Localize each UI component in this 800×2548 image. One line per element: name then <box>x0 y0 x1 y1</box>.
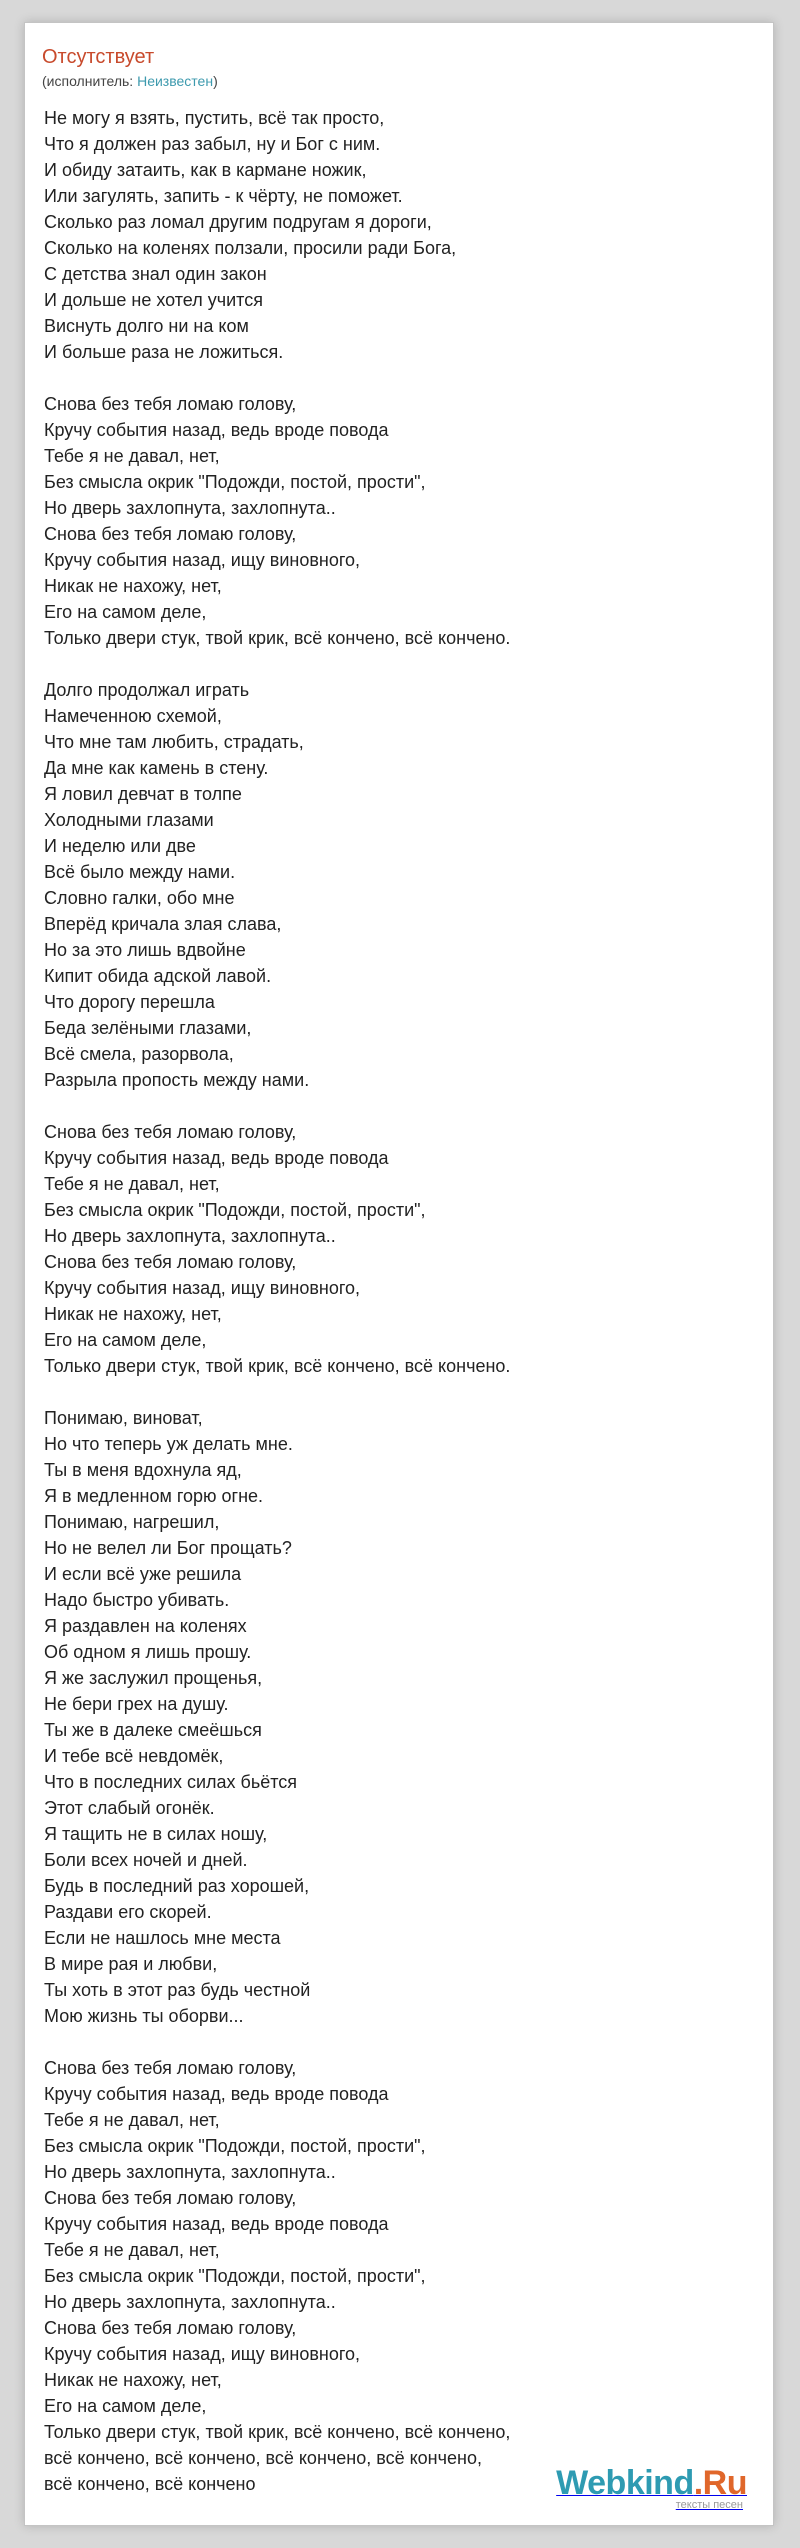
logo-wordmark <box>556 2464 747 2502</box>
artist-line <box>42 72 218 90</box>
artist-suffix: ) <box>213 73 218 89</box>
logo-tagline: тексты песен <box>675 2499 743 2511</box>
site-logo[interactable] <box>556 2465 747 2511</box>
lyrics-page-card <box>24 22 774 2526</box>
song-lyrics: Не могу я взять, пустить, всё так просто, Что я должен раз забыл, ну и Бог с ним. И обиду затаить, как в кармане ножик, Или загулять, запить - к чёрту, не поможет. Сколько раз ломал другим подругам я дороги, Сколько на коленях ползали, просили ради Бога, С детства знал один закон И дольше не хотел учится Виснуть долго ни на ком И больше раза не ложиться. Снова без тебя ломаю голову, Кручу события назад, ведь вроде повода Тебе я не давал, нет, Без смысла окрик "Подожди, постой, прости", Но дверь захлопнута, захлопнута.. Снова без тебя ломаю голову, Кручу события назад, ищу виновного, Никак не нахожу, нет, Его на самом деле, Только двери стук, твой крик, всё кончено, всё кончено. Долго продолжал играть Намеченною схемой, Что мне там любить, страдать, Да мне как камень в стену. Я ловил девчат в толпе Холодными глазами И неделю или две Всё было между нами. Словно галки, обо мне Вперёд кричала злая слава, Но за это лишь вдвойне Кипит обида адской лавой. Что дорогу перешла Беда зелёными глазами, Всё смела, разорвола, Разрыла пропость между нами. Снова без тебя ломаю голову, Кручу события назад, ведь вроде повода Тебе я не давал, нет, Без смысла окрик "Подожди, постой, прости", Но дверь захлопнута, захлопнута.. Снова без тебя ломаю голову, Кручу события назад, ищу виновного, Никак не нахожу, нет, Его на самом деле, Только двери стук, твой крик, всё кончено, всё кончено. Понимаю, виноват, Но что теперь уж делать мне. Ты в меня вдохнула яд, Я в медленном горю огне. Понимаю, нагрешил, Но не велел ли Бог прощать? И если всё уже решила Надо быстро убивать. Я раздавлен на коленях Об одном я лишь прошу. Я же заслужил прощенья, Не бери грех на душу. Ты же в далеке смеёшься И тебе всё невдомёк, Что в последних силах бьётся Этот слабый огонёк. Я тащить не в силах ношу, Боли всех ночей и дней. Будь в последний раз хорошей, Раздави его скорей. Если не нашлось мне места В мире рая и любви, Ты хоть в этот раз будь честной Мою жизнь ты оборви... Снова без тебя ломаю голову, Кручу события назад, ведь вроде повода Тебе я не давал, нет, Без смысла окрик "Подожди, постой, прости", Но дверь захлопнута, захлопнута.. Снова без тебя ломаю голову, Кручу события назад, ведь вроде повода Тебе я не давал, нет, Без смысла окрик "Подожди, постой, прости", Но дверь захлопнута, захлопнута.. Снова без тебя ломаю голову, Кручу события назад, ищу виновного, Никак не нахожу, нет, Его на самом деле, Только двери стук, твой крик, всё кончено, всё кончено, всё кончено, всё кончено, всё кончено, всё кончено, всё кончено, всё кончено <box>44 108 511 2494</box>
song-title: Отсутствует <box>42 46 155 68</box>
logo-tld: .Ru <box>693 2464 747 2502</box>
logo-word: Webkind <box>556 2464 694 2502</box>
artist-prefix: (исполнитель: <box>42 73 138 89</box>
artist-link[interactable]: Неизвестен <box>137 73 214 89</box>
